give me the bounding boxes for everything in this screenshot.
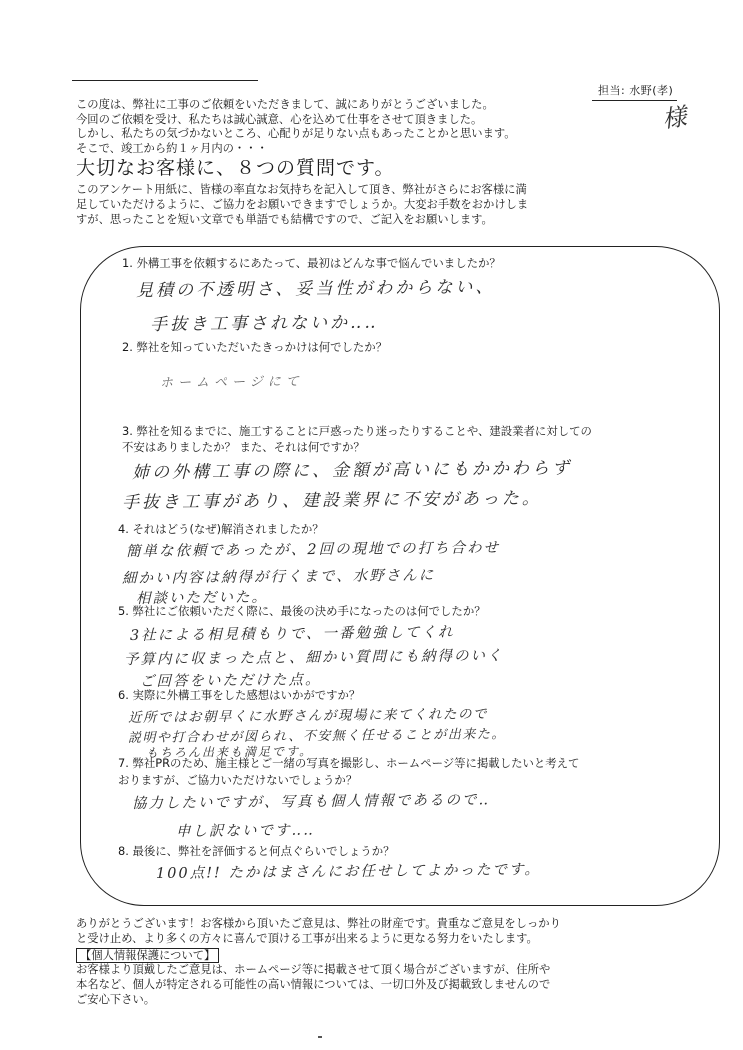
intro-line: しかし、私たちの気づかないところ、心配りが足りない点もあったことかと思います。 — [76, 127, 516, 141]
lead-line: このアンケート用紙に、皆様の率直なお気持ちを記入して頂き、弊社がさらにお客様に満 — [76, 183, 527, 196]
question-1: 1. 外構工事を依頼するにあたって、最初はどんな事で悩んでいましたか？ — [122, 256, 501, 270]
top-rule — [72, 80, 258, 81]
question-6: 6. 実際に外構工事をした感想はいかがですか？ — [118, 688, 361, 702]
answer-7-line: 申し訳ないです‥‥ — [175, 822, 315, 840]
intro-line: 今回のご依頼を受け、私たちは誠心誠意、心を込めて仕事をさせて頂きました。 — [76, 112, 483, 126]
privacy-line: お客様より頂戴したご意見は、ホームページ等に掲載させて頂く場合がございますが、住所や — [76, 963, 551, 976]
lead-text — [76, 182, 716, 228]
question-4: 4. それはどう(なぜ)解消されましたか？ — [118, 522, 324, 536]
privacy-heading: 【個人情報保護について】 — [76, 948, 219, 963]
question-7-line: おりますが、ご協力いただけないでしょうか？ — [118, 773, 358, 787]
privacy-line: ご安心下さい。 — [76, 992, 156, 1006]
footer-line: と受け止め、より多くの方々に喜んで頂ける工事が出来るように更なる努力をいたします。 — [76, 931, 538, 945]
answer-1-line: 見積の不透明さ、妥当性がわからない、 — [135, 277, 496, 301]
answer-3-line: 手抜き工事があり、建設業界に不安があった。 — [121, 488, 542, 513]
answer-5-line: 3社による相見積もりで、一番勉強してくれ — [129, 624, 455, 644]
intro-line: この度は、弊社に工事のご依頼をいただきまして、誠にありがとうございました。 — [76, 98, 494, 111]
answer-5-line: 予算内に収まった点と、細かい質問にも納得のいく — [123, 648, 504, 668]
answer-8-line: 100点!! たかはまさんにお任せしてよかったです。 — [155, 861, 541, 882]
answer-6-line: もちろん出来も満足です。 — [145, 744, 314, 760]
answer-6-line: 説明や打合わせが図られ、不安無く任せることが出来た。 — [127, 727, 506, 746]
answer-1-line: 手抜き工事されないか‥‥ — [149, 312, 379, 335]
answer-6-line: 近所ではお朝早くに水野さんが現場に来てくれたので — [127, 706, 489, 726]
footer-line: ありがとうございます！お客様から頂いたご意見は、弊社の財産です。貴重なご意見をしっかり — [76, 917, 561, 930]
scan-speck — [318, 1036, 322, 1038]
intro-line: そこで、竣工から約１ヶ月内の・・・ — [76, 141, 268, 155]
footer-text — [76, 917, 726, 946]
lead-line: すが、思ったことを短い文章でも単語でも結構ですので、ご記入をお願いします。 — [76, 213, 493, 227]
question-3-line: 3. 弊社を知るまでに、施工することに戸惑ったり迷ったりすることや、建設業者に対しての — [122, 424, 592, 438]
answer-4-line: 細かい内容は納得が行くまで、水野さんに — [121, 567, 436, 587]
answer-7-line: 協力したいですが、写真も個人情報であるので‥ — [131, 792, 491, 812]
headline: 大切なお客様に、８つの質問です。 — [76, 157, 395, 179]
question-8: 8. 最後に、弊社を評価すると何点ぐらいでしょうか？ — [118, 844, 395, 858]
answer-5-line: ご回答をいただけた点。 — [139, 672, 322, 690]
intro-text — [76, 98, 636, 156]
question-5: 5. 弊社にご依頼いただく際に、最後の決め手になったのは何でしたか？ — [118, 604, 486, 618]
answer-2-line: ホームページにて — [159, 374, 304, 391]
question-2: 2. 弊社を知っていただいたきっかけは何でしたか？ — [122, 340, 388, 354]
question-3-line: 不安はありましたか？ また、それは何ですか？ — [122, 440, 365, 454]
answer-4-line: 簡単な依頼であったが、2回の現地での打ち合わせ — [125, 540, 501, 560]
signature-mark: 様 — [660, 102, 689, 134]
lead-line: 足していただけるように、ご協力をお願いできますでしょうか。大変お手数をおかけしま — [76, 198, 529, 212]
staff-label: 担当: 水野(孝) — [592, 82, 677, 101]
answer-4-line: 相談いただいた。 — [135, 589, 269, 607]
question-7-line: 7. 弊社PRのため、施主様とご一緒の写真を撮影し、ホームページ等に掲載したいと考えて — [118, 756, 580, 770]
answer-3-line: 姉の外構工事の際に、金額が高いにもかかわらず — [131, 458, 573, 483]
privacy-text — [76, 963, 726, 1007]
privacy-line: 本名など、個人が特定される可能性の高い情報については、一切口外及び掲載致しませんので — [76, 977, 551, 991]
